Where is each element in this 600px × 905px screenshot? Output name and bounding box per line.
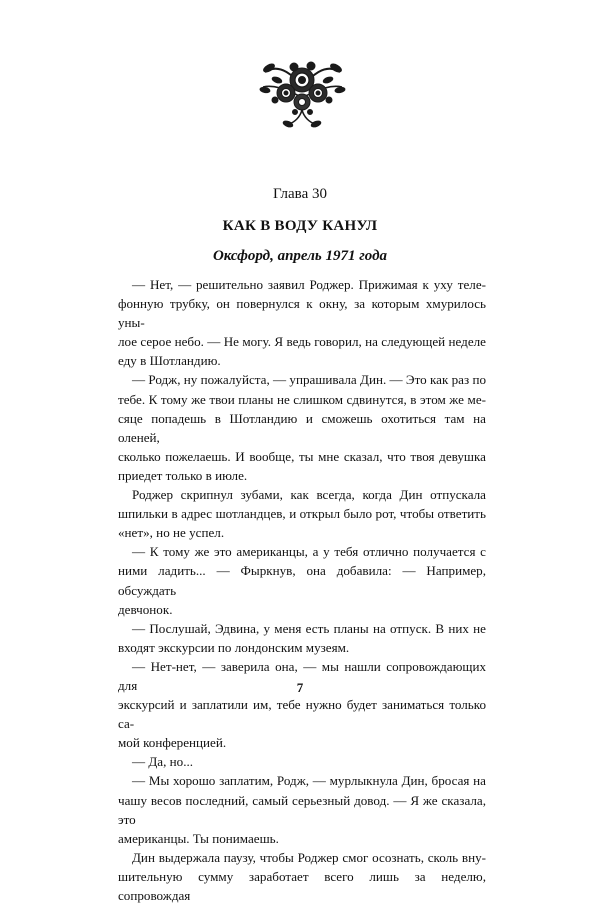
body-text <box>118 275 486 905</box>
text-line: ними ладить... — Фыркнув, она добавила: — Например, обсуждать <box>118 563 486 598</box>
page-number: 7 <box>296 680 304 695</box>
text-line: Роджер скрипнул зубами, как всегда, когда Дин отпускала <box>132 487 486 503</box>
text-line: — Нет, — решительно заявил Роджер. Прижимая к уху теле- <box>132 277 486 292</box>
chapter-title: КАК В ВОДУ КАНУЛ <box>222 218 378 234</box>
text-line: фонную трубку, он повернулся к окну, за которым хмурилось уны- <box>118 296 486 331</box>
text-line: чашу весов последний, самый серьезный довод. — Я же сказала, это <box>118 792 486 827</box>
text-line: — Родж, ну пожалуйста, — упрашивала Дин. — Это как раз по <box>132 372 486 388</box>
text-line: шпильки в адрес шотландцев, и открыл было рот, чтобы ответить <box>118 506 486 522</box>
text-line: мой конференцией. <box>118 735 227 751</box>
floral-ornament-icon <box>255 42 350 137</box>
text-line: девчонок. <box>118 601 173 617</box>
text-line: — Да, но... <box>132 754 194 770</box>
text-line: экскурсий и заплатили им, тебе нужно будет заниматься только са- <box>118 697 486 732</box>
text-line: лое серое небо. — Не могу. Я ведь говорил, на следующей неделе <box>118 334 486 350</box>
text-line: сколько пожелаешь. И вообще, ты мне сказал, что твоя девушка <box>118 448 486 464</box>
text-line: — К тому же это американцы, а у тебя отлично получается с <box>132 544 486 560</box>
place-date-subtitle: Оксфорд, апрель 1971 года <box>212 248 388 264</box>
text-line: входят экскурсии по лондонским музеям. <box>118 639 350 655</box>
text-line: еду в Шотландию. <box>118 353 221 369</box>
text-line: Дин выдержала паузу, чтобы Роджер смог осознать, сколь вну- <box>132 849 486 865</box>
text-line: тебе. К тому же твои планы не слишком сдвинутся, в этом же ме- <box>118 391 486 407</box>
text-line: — Мы хорошо заплатим, Родж, — мурлыкнула Дин, бросая на <box>132 773 486 789</box>
text-line: приедет только в июле. <box>118 467 248 483</box>
text-line: шительную сумму заработает всего лишь за неделю, сопровождая <box>118 868 486 903</box>
text-line: — Послушай, Эдвина, у меня есть планы на отпуск. В них не <box>132 620 486 636</box>
text-line: «нет», но не успел. <box>118 525 225 541</box>
chapter-heading: Глава 30 <box>273 186 327 202</box>
text-line: — Нет-нет, — заверила она, — мы нашли сопровождающих для <box>118 658 486 693</box>
text-line: американцы. Ты понимаешь. <box>118 830 279 846</box>
text-line: сяце попадешь в Шотландию и сможешь охотиться там на оленей, <box>118 410 486 445</box>
